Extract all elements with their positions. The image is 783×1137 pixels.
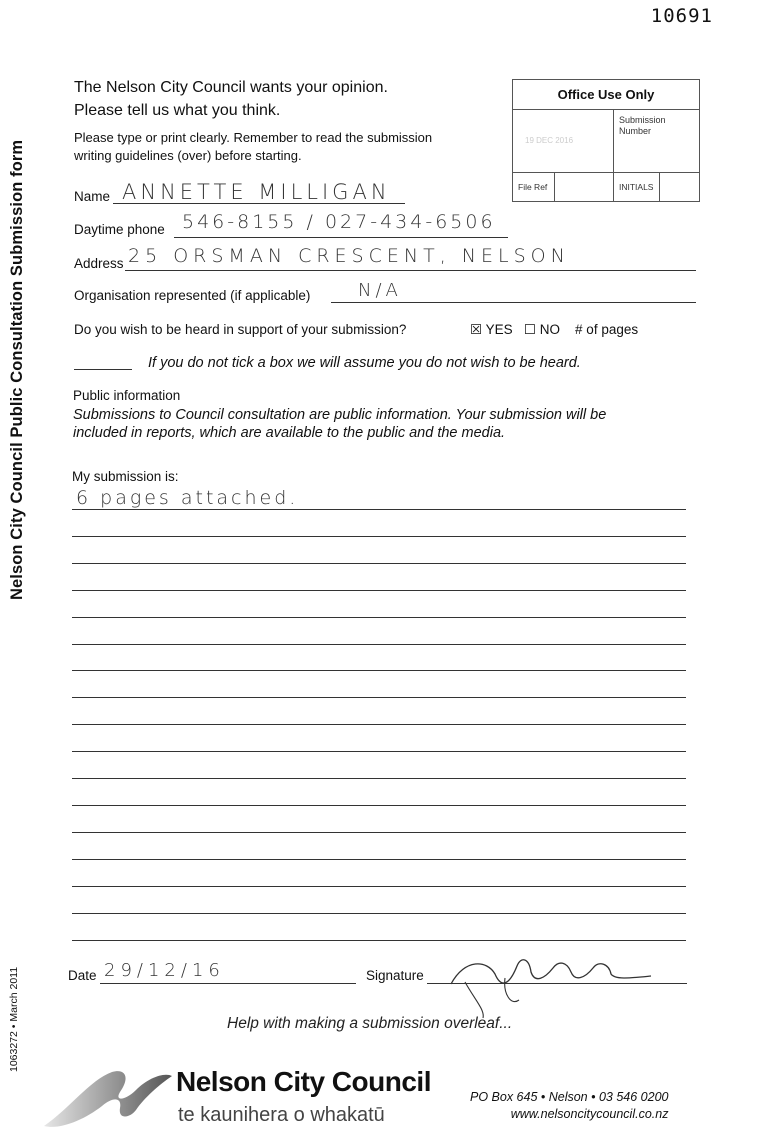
council-logo-icon: [40, 1062, 176, 1134]
file-ref-label: File Ref: [518, 182, 548, 192]
date-field[interactable]: 29/12/16: [104, 960, 225, 981]
phone-field[interactable]: 546-8155 / 027-434-6506: [182, 211, 496, 233]
instructions-line-2: writing guidelines (over) before starting.: [74, 148, 302, 163]
council-website: www.nelsoncitycouncil.co.nz: [510, 1107, 669, 1121]
organisation-field[interactable]: N/A: [358, 280, 402, 301]
address-label: Address: [74, 256, 124, 271]
sidebar-title: Nelson City Council Public Consultation Submission form: [8, 139, 26, 600]
heard-note: If you do not tick a box we will assume you do not wish to be heard.: [148, 355, 581, 371]
intro-heading: [74, 76, 388, 122]
name-field[interactable]: ANNETTE MILLIGAN: [122, 180, 391, 204]
no-checkbox[interactable]: ☐: [523, 322, 537, 337]
submission-label: My submission is:: [72, 469, 179, 484]
date-label: Date: [68, 968, 97, 983]
council-maori-name: te kaunihera o whakatū: [178, 1104, 385, 1126]
council-contact: [470, 1089, 668, 1123]
instructions: [74, 129, 432, 165]
document-number: 10691: [650, 5, 713, 27]
council-name: Nelson City Council: [176, 1066, 431, 1097]
phone-label: Daytime phone: [74, 222, 165, 237]
heard-question: Do you wish to be heard in support of your submission?: [74, 322, 407, 337]
pages-label: # of pages: [575, 322, 639, 337]
intro-line-2: Please tell us what you think.: [74, 102, 281, 119]
public-info-line-2: included in reports, which are available to the public and the media.: [73, 425, 506, 441]
office-stamp: 19 DEC 2016: [525, 136, 574, 145]
help-text: Help with making a submission overleaf...: [227, 1015, 513, 1032]
public-info-line-1: Submissions to Council consultation are public information. Your submission will be: [73, 407, 607, 423]
office-use-box: [512, 79, 700, 202]
submission-handwriting: 6 pages attached.: [76, 487, 299, 509]
name-label: Name: [74, 189, 111, 204]
signature-label: Signature: [366, 968, 424, 983]
initials-label: INITIALS: [619, 182, 654, 192]
no-label: NO: [539, 322, 561, 337]
yes-label: YES: [485, 322, 513, 337]
public-info-text: [73, 406, 606, 442]
instructions-line-1: Please type or print clearly. Remember to read the submission: [74, 130, 433, 145]
document-reference: 1063272 • March 2011: [8, 966, 20, 1072]
office-use-title: Office Use Only: [513, 80, 699, 110]
intro-line-1: The Nelson City Council wants your opinion.: [74, 79, 388, 96]
submission-number-label: Submission Number: [619, 115, 666, 136]
organisation-label: Organisation represented (if applicable): [74, 288, 311, 303]
yes-checkbox[interactable]: ☒: [470, 322, 483, 337]
address-field[interactable]: 25 ORSMAN CRESCENT, NELSON: [128, 245, 570, 267]
public-info-heading: Public information: [73, 388, 181, 403]
council-address: PO Box 645 • Nelson • 03 546 0200: [470, 1090, 669, 1104]
pages-count-field[interactable]: [74, 369, 132, 370]
handwritten-signature: [445, 948, 655, 1020]
